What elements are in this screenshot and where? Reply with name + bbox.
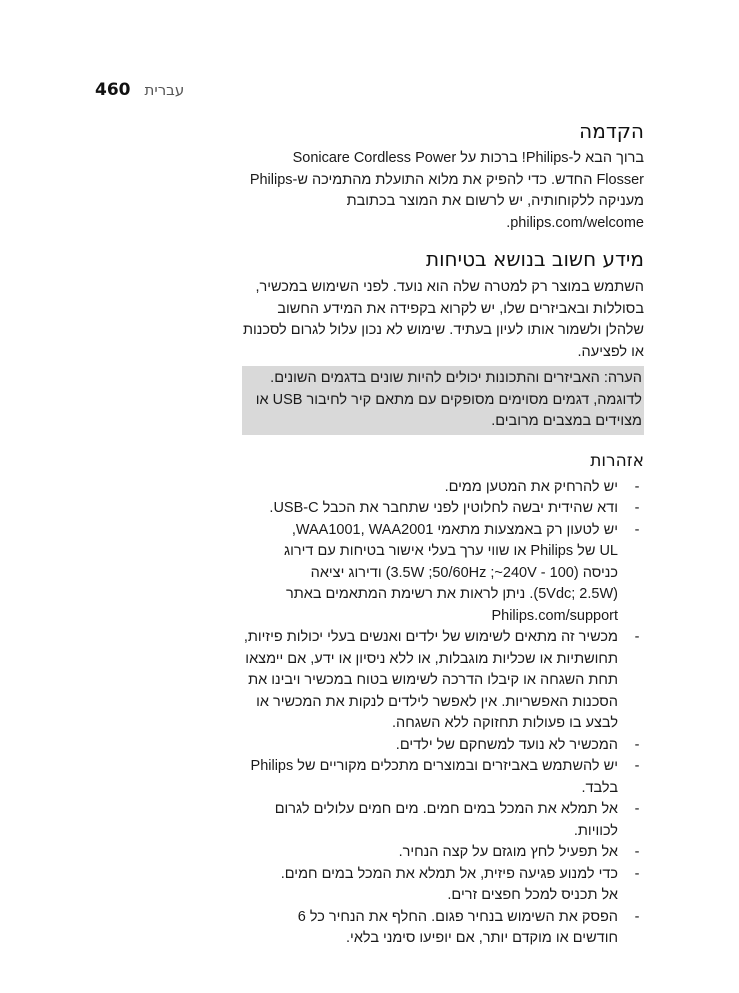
dash-bullet-icon: - bbox=[634, 801, 640, 817]
list-item bbox=[242, 842, 644, 864]
list-item bbox=[242, 864, 644, 907]
warning-text: מכשיר זה מתאים לשימוש של ילדים ואנשים בעלי יכולות פיזיות, תחושתיות או שכליות מוגבלות, או ללא ניסיון או ידע, אם יימצאו תחת השגחה או קיבלו הדרכה לשימוש בטוח במכשיר ויבינו את הסכנות האפשריות. אין לאפשר לילדים לנקות את המכשיר או לבצע בו פעולות תחזוקה ללא השגחה. bbox=[243, 629, 618, 731]
intro-paragraph: ברוך הבא ל-Philips! ברכות על Sonicare Cordless Power Flosser החדש. כדי להפיק את מלוא התועלת מהתמיכה ש-Philips מעניקה ללקוחותיה, יש לרשום את המוצר בכתובת philips.com/welcome. bbox=[249, 150, 644, 231]
list-item bbox=[242, 520, 644, 628]
warning-text: כדי למנוע פגיעה פיזית, אל תמלא את המכל במים חמים. אל תכניס למכל חפצים זרים. bbox=[280, 865, 618, 903]
safety-section bbox=[242, 246, 644, 435]
dash-bullet-icon: - bbox=[634, 629, 640, 645]
safety-heading: מידע חשוב בנושא בטיחות bbox=[425, 247, 644, 271]
warning-text: יש לטעון רק באמצעות מתאמי WAA1001, WAA2001, UL של Philips או שווי ערך בעלי אישור בטיחות עם דירוג כניסה (100 - 3.5W ;50/60Hz ;~240V) ודירוג יציאה (5Vdc; 2.5W). ניתן לראות את רשימת המתאמים באתר Philips.com/support bbox=[284, 521, 618, 624]
list-item bbox=[242, 756, 644, 799]
warning-text: המכשיר לא נועד למשחקם של ילדים. bbox=[395, 736, 618, 753]
warning-text: אל תמלא את המכל במים חמים. מים חמים עלולים לגרום לכוויות. bbox=[274, 801, 618, 839]
intro-section bbox=[242, 118, 644, 234]
dash-bullet-icon: - bbox=[634, 844, 640, 860]
warnings-heading: אזהרות bbox=[590, 450, 644, 471]
warnings-section bbox=[242, 449, 644, 950]
note-box bbox=[242, 366, 644, 435]
warning-text: יש להשתמש באביזרים ובמוצרים מתכלים מקוריים של Philips בלבד. bbox=[250, 758, 618, 796]
list-item bbox=[242, 735, 644, 757]
dash-bullet-icon: - bbox=[634, 736, 640, 753]
safety-paragraph: השתמש במוצר רק למטרה שלה הוא נועד. לפני השימוש במכשיר, בסוללות ובאביזרים שלו, יש לקרוא בקפידה את המידע החשוב שלהלן ולשמור אותו לעיון בעתיד. שימוש לא נכון עלול לגרום לסכנות או לפציעה. bbox=[242, 279, 644, 360]
dash-bullet-icon: - bbox=[634, 865, 640, 882]
page-header bbox=[95, 80, 184, 100]
page-content bbox=[242, 118, 644, 950]
warning-text: יש להרחיק את המטען ממים. bbox=[444, 478, 618, 495]
list-item bbox=[242, 627, 644, 735]
intro-heading: הקדמה bbox=[579, 119, 644, 143]
list-item bbox=[242, 907, 644, 950]
page-language-label: עברית bbox=[144, 81, 185, 99]
warning-text: אל תפעיל לחץ מוגזם על קצה הנחיר. bbox=[398, 844, 618, 860]
page-number: 460 bbox=[95, 80, 131, 100]
warnings-list bbox=[242, 477, 644, 950]
dash-bullet-icon: - bbox=[634, 521, 640, 538]
list-item bbox=[242, 498, 644, 520]
note-text: הערה: האביזרים והתכונות יכולים להיות שונים בדגמים השונים. לדוגמה, דגמים מסוימים מסופקים עם מתאם קיר לחיבור USB או מצוידים במצבים מרובים. bbox=[255, 370, 642, 429]
dash-bullet-icon: - bbox=[634, 500, 640, 516]
dash-bullet-icon: - bbox=[634, 758, 640, 774]
warning-text: ודא שהידית יבשה לחלוטין לפני שתחבר את הכבל USB-C. bbox=[269, 500, 618, 516]
dash-bullet-icon: - bbox=[634, 478, 640, 495]
list-item bbox=[242, 477, 644, 499]
warning-text: הפסק את השימוש בנחיר פגום. החלף את הנחיר כל 6 חודשים או מוקדם יותר, אם יופיעו סימני בלאי. bbox=[297, 908, 618, 946]
dash-bullet-icon: - bbox=[634, 908, 640, 925]
list-item bbox=[242, 799, 644, 842]
